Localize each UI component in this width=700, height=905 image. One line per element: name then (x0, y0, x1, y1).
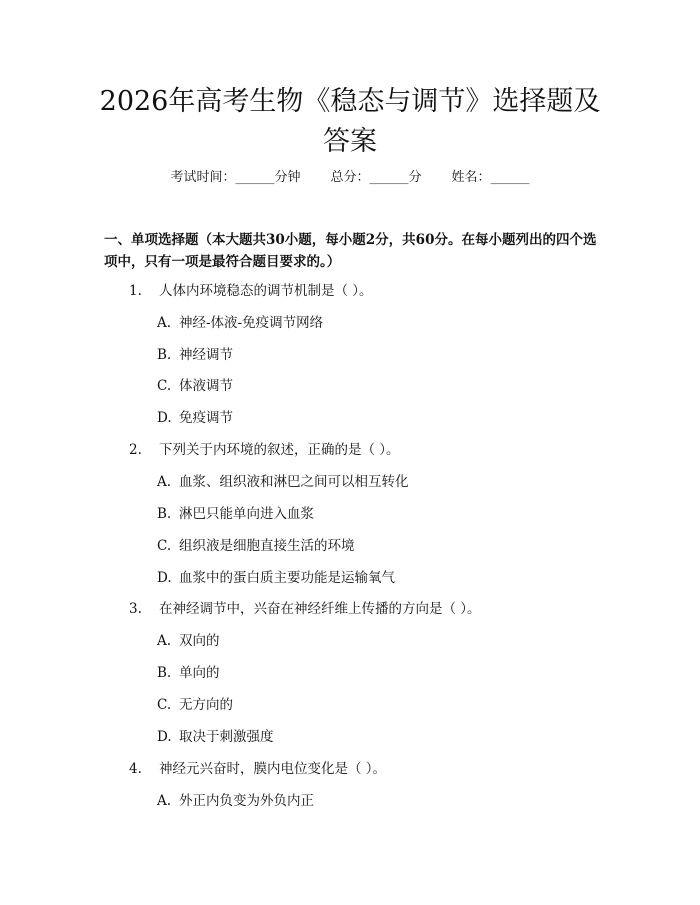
question-1 (129, 281, 373, 301)
question-2 (129, 440, 400, 460)
option-text: 神经-体液-免疫调节网络 (179, 315, 324, 331)
option-label: A. (157, 315, 172, 331)
student-name-field: 姓名：______ (451, 170, 530, 185)
option-label: D. (157, 570, 172, 586)
question-stem: 神经元兴奋时，膜内电位变化是（ ）。 (159, 761, 387, 777)
option-label: A. (157, 793, 172, 809)
option-text: 血浆中的蛋白质主要功能是运输氧气 (179, 570, 395, 586)
option-label: A. (157, 474, 172, 490)
question-3-option-b (157, 663, 220, 683)
question-stem: 人体内环境稳态的调节机制是（ ）。 (159, 283, 373, 299)
document-title: 2026年高考生物《稳态与调节》选择题及答案 (99, 86, 601, 157)
exam-time-field: 考试时间：______分钟 (170, 170, 301, 185)
question-2-option-b (157, 504, 314, 524)
option-text: 血浆、组织液和淋巴之间可以相互转化 (179, 474, 409, 490)
question-3-option-c (157, 695, 233, 715)
question-1-option-c (157, 376, 233, 396)
question-1-option-a (157, 313, 323, 333)
option-label: B. (157, 506, 172, 522)
question-number: 2. (129, 442, 142, 458)
option-label: B. (157, 665, 172, 681)
exam-info-line (0, 168, 700, 188)
question-3-option-a (157, 631, 220, 651)
question-number: 3. (129, 601, 142, 617)
option-text: 无方向的 (179, 697, 233, 713)
option-text: 体液调节 (179, 378, 233, 394)
option-text: 淋巴只能单向进入血浆 (179, 506, 314, 522)
option-text: 取决于刺激强度 (179, 729, 274, 745)
option-text: 神经调节 (179, 347, 233, 363)
option-label: C. (157, 378, 172, 394)
option-label: A. (157, 633, 172, 649)
option-text: 单向的 (179, 665, 220, 681)
question-number: 4. (129, 761, 142, 777)
option-text: 外正内负变为外负内正 (179, 793, 314, 809)
option-text: 双向的 (179, 633, 220, 649)
option-text: 组织液是细胞直接生活的环境 (179, 538, 355, 554)
question-stem: 下列关于内环境的叙述，正确的是（ ）。 (159, 442, 400, 458)
option-label: D. (157, 729, 172, 745)
question-4-option-a (157, 791, 314, 811)
question-3-option-d (157, 727, 274, 747)
option-label: D. (157, 410, 172, 426)
question-4 (129, 759, 386, 779)
question-stem: 在神经调节中，兴奋在神经纤维上传播的方向是（ ）。 (159, 601, 481, 617)
question-1-option-d (157, 408, 233, 428)
option-label: C. (157, 538, 172, 554)
option-label: B. (157, 347, 172, 363)
question-2-option-c (157, 536, 355, 556)
question-2-option-d (157, 568, 395, 588)
option-label: C. (157, 697, 172, 713)
total-score-field: 总分：______分 (330, 170, 422, 185)
question-3 (129, 599, 481, 619)
option-text: 免疫调节 (179, 410, 233, 426)
question-1-option-b (157, 345, 233, 365)
question-number: 1. (129, 283, 142, 299)
section-header: 一、单项选择题（本大题共30小题，每小题2分，共60分。在每小题列出的四个选项中，只有一项是最符合题目要求的。） (104, 232, 597, 270)
question-2-option-a (157, 472, 409, 492)
